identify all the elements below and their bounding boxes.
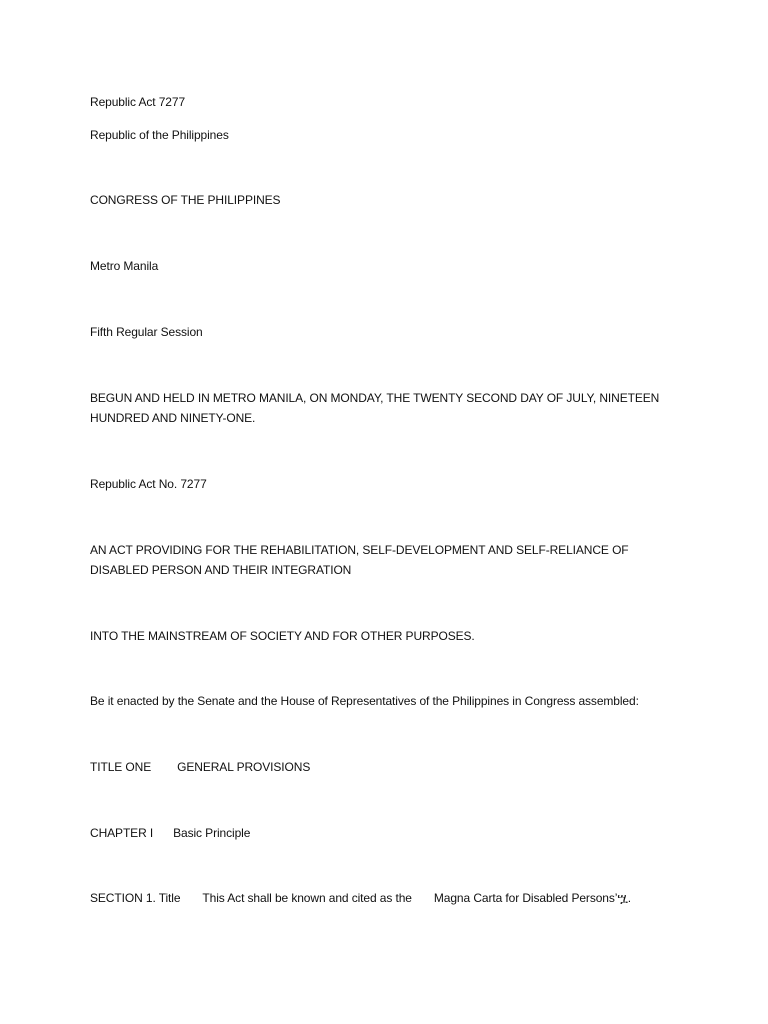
section-one-act-name: Magna Carta for Disabled Persons’ሧ.: [433, 891, 631, 905]
act-reference: Republic Act 7277: [90, 95, 186, 109]
congress-name: CONGRESS OF THE PHILIPPINES: [90, 193, 281, 207]
chapter-one-heading: Basic Principle: [173, 826, 251, 840]
section-one-label: SECTION 1. Title: [90, 891, 181, 905]
session-date-paragraph: BEGUN AND HELD IN METRO MANILA, ON MONDAY, THE TWENTY SECOND DAY OF JULY, NINETEEN HUNDRED AND NINETY-ONE.: [90, 391, 660, 425]
location: Metro Manila: [90, 259, 159, 273]
republic-name: Republic of the Philippines: [90, 128, 229, 142]
session-name: Fifth Regular Session: [90, 325, 203, 339]
title-one-label: TITLE ONE: [90, 760, 152, 774]
section-one-row: [90, 888, 631, 908]
title-one-heading: GENERAL PROVISIONS: [177, 760, 311, 774]
act-title-continuation: INTO THE MAINSTREAM OF SOCIETY AND FOR OTHER PURPOSES.: [90, 629, 475, 643]
section-one-text: This Act shall be known and cited as the: [202, 891, 412, 905]
chapter-one-row: [90, 823, 250, 843]
act-title-paragraph: AN ACT PROVIDING FOR THE REHABILITATION, SELF-DEVELOPMENT AND SELF-RELIANCE OF DISABLED PERSON AND THEIR INTEGRATION: [90, 543, 629, 577]
title-one-row: [90, 757, 310, 777]
enacting-clause: Be it enacted by the Senate and the House of Representatives of the Philippines in Congress assembled:: [90, 694, 639, 708]
chapter-one-label: CHAPTER I: [90, 826, 154, 840]
act-number: Republic Act No. 7277: [90, 477, 207, 491]
